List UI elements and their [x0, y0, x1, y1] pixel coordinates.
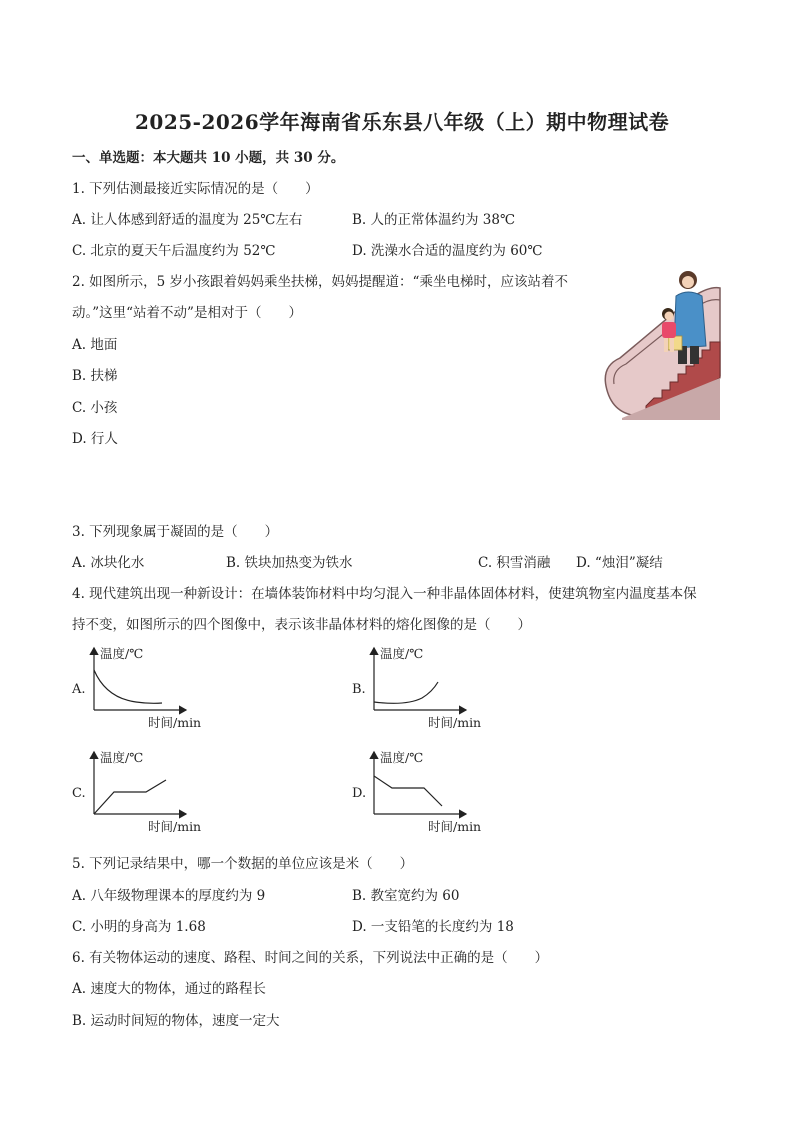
- graph-c-xlabel: 时间/min: [148, 819, 202, 834]
- q1-option-c: C. 北京的夏天午后温度约为 52℃: [72, 243, 276, 259]
- q5-option-b: B. 教室宽约为 60: [352, 888, 460, 904]
- q3-option-c: C. 积雪消融: [478, 555, 551, 571]
- q2-option-d: D. 行人: [72, 431, 118, 447]
- q1-option-a: A. 让人体感到舒适的温度为 25℃左右: [72, 212, 303, 228]
- graph-a-ylabel: 温度/℃: [100, 646, 144, 661]
- escalator-illustration: [602, 266, 726, 420]
- q5-option-d: D. 一支铅笔的长度约为 18: [352, 919, 514, 935]
- q3-stem: 3. 下列现象属于凝固的是（ ）: [72, 524, 279, 540]
- graph-b-label: B.: [352, 682, 366, 697]
- graph-d-ylabel: 温度/℃: [380, 750, 424, 765]
- page-title: 2025-2026学年海南省乐东县八年级（上）期中物理试卷: [135, 110, 670, 134]
- graph-b: [366, 642, 516, 732]
- q2-stem-line2: 动。”这里“站着不动”是相对于（ ）: [72, 305, 302, 321]
- graph-c-label: C.: [72, 786, 86, 801]
- q6-stem: 6. 有关物体运动的速度、路程、时间之间的关系，下列说法中正确的是（ ）: [72, 950, 549, 966]
- q2-option-a: A. 地面: [72, 337, 118, 353]
- graph-d-label: D.: [352, 786, 367, 801]
- graph-d: [366, 746, 516, 836]
- graph-a: [86, 642, 236, 732]
- graph-b-ylabel: 温度/℃: [380, 646, 424, 661]
- q5-stem: 5. 下列记录结果中，哪一个数据的单位应该是米（ ）: [72, 856, 414, 872]
- q1-option-d: D. 洗澡水合适的温度约为 60℃: [352, 243, 543, 259]
- q2-stem-line1: 2. 如图所示，5 岁小孩跟着妈妈乘坐扶梯，妈妈提醒道：“乘坐电梯时，应该站着不: [72, 274, 568, 290]
- q3-option-a: A. 冰块化水: [72, 555, 145, 571]
- graph-a-xlabel: 时间/min: [148, 715, 202, 730]
- graph-b-xlabel: 时间/min: [428, 715, 482, 730]
- q2-option-b: B. 扶梯: [72, 368, 118, 384]
- q1-option-b: B. 人的正常体温约为 38℃: [352, 212, 516, 228]
- q4-stem-line2: 持不变，如图所示的四个图像中，表示该非晶体材料的熔化图像的是（ ）: [72, 617, 531, 633]
- q5-option-a: A. 八年级物理课本的厚度约为 9: [72, 888, 266, 904]
- q1-stem: 1. 下列估测最接近实际情况的是（ ）: [72, 181, 319, 197]
- graph-c: [86, 746, 236, 836]
- q5-option-c: C. 小明的身高为 1.68: [72, 919, 206, 935]
- graph-a-label: A.: [72, 682, 86, 697]
- section-heading: 一、单选题：本大题共 10 小题，共 30 分。: [72, 150, 345, 166]
- q6-option-a: A. 速度大的物体，通过的路程长: [72, 981, 266, 997]
- graph-d-xlabel: 时间/min: [428, 819, 482, 834]
- q3-option-d: D. “烛泪”凝结: [576, 555, 663, 571]
- q4-stem-line1: 4. 现代建筑出现一种新设计：在墙体装饰材料中均匀混入一种非晶体固体材料，使建筑物室内温度基本保: [72, 586, 697, 602]
- graph-c-ylabel: 温度/℃: [100, 750, 144, 765]
- q6-option-b: B. 运动时间短的物体，速度一定大: [72, 1013, 280, 1029]
- q2-option-c: C. 小孩: [72, 400, 118, 416]
- q3-option-b: B. 铁块加热变为铁水: [226, 555, 353, 571]
